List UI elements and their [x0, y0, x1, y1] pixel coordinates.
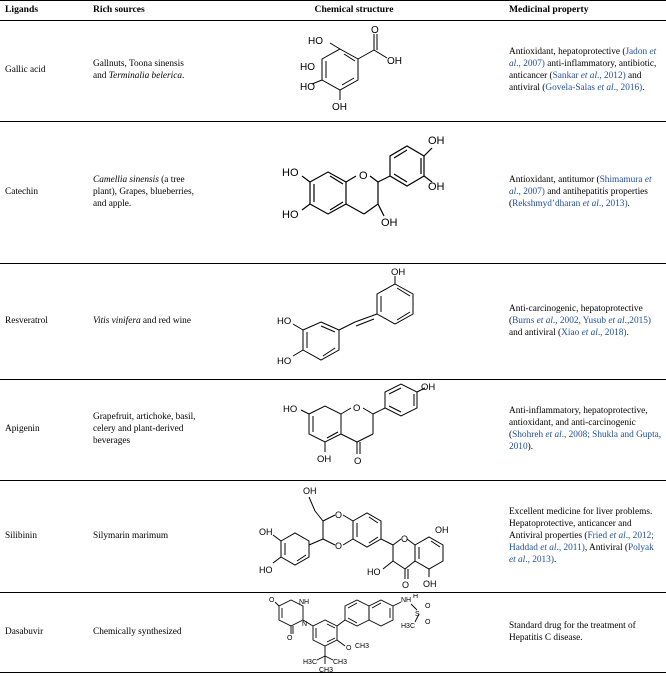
svg-text:OH: OH	[302, 485, 316, 496]
ligand-name: Resveratrol	[0, 264, 88, 380]
svg-text:NH: NH	[298, 598, 309, 606]
ligand-name: Silibinin	[0, 481, 88, 593]
table-row	[0, 380, 666, 481]
rich-sources: Chemically synthesized	[88, 593, 203, 673]
svg-text:O: O	[400, 533, 408, 544]
header-structure: Chemical structure	[203, 1, 504, 21]
table-header-row	[0, 1, 666, 21]
ligand-name: Apigenin	[0, 380, 88, 481]
chemical-structure	[203, 380, 504, 481]
medicinal-property: Excellent medicine for liver problems. Hepatoprotective, anticancer and Antiviral properties (Fried et al., 2012; Haddad et al., 2011), Antiviral (Polyak et al., 2013).	[504, 481, 666, 593]
ligand-name: Catechin	[0, 122, 88, 264]
chemical-structure	[203, 593, 504, 673]
chemical-structure	[203, 122, 504, 264]
chemical-structure	[203, 264, 504, 380]
svg-text:HO: HO	[281, 208, 298, 221]
table-row	[0, 593, 666, 673]
svg-text:H: H	[412, 593, 418, 600]
medicinal-property: Antioxidant, hepatoprotective (Jadon et al., 2007) anti-inflammatory, antibiotic, anticancer (Sankar et al., 2012) and antiviral (Govela-Salas et al., 2016).	[504, 21, 666, 122]
svg-text:OH: OH	[258, 526, 272, 537]
rich-sources: Silymarin marimum	[88, 481, 203, 593]
svg-text:O: O	[286, 634, 292, 642]
medicinal-property: Standard drug for the treatment of Hepatitis C disease.	[504, 593, 666, 673]
svg-text:O: O	[358, 169, 368, 182]
svg-text:S: S	[414, 610, 420, 618]
header-sources: Rich sources	[88, 1, 203, 21]
svg-text:HO: HO	[307, 36, 323, 48]
svg-text:HO: HO	[276, 355, 291, 367]
svg-text:HO: HO	[299, 62, 315, 74]
svg-text:OH: OH	[434, 524, 448, 535]
table-row	[0, 122, 666, 264]
medicinal-property: Antioxidant, antitumor (Shimamura et al., 2007) and antihepatitis properties (Rekshmyd’dharan et al., 2013).	[504, 122, 666, 264]
rich-sources: Camellia sinensis (a tree plant), Grapes, blueberries, and apple.	[88, 122, 203, 264]
svg-text:HO: HO	[299, 82, 315, 94]
rich-sources: Gallnuts, Toona sinensis and Terminalia belerica.	[88, 21, 203, 122]
svg-text:HO: HO	[366, 566, 380, 577]
table-row	[0, 264, 666, 380]
header-property: Medicinal property	[504, 1, 666, 21]
svg-text:CH3: CH3	[332, 658, 347, 666]
medicinal-property: Anti-inflammatory, hepatoprotective, antioxidant, and anti-carcinogenic (Shohreh et al., 2008; Shukla and Gupta, 2010).	[504, 380, 666, 481]
svg-text:OH: OH	[380, 216, 397, 229]
rich-sources: Grapefruit, artichoke, basil, celery and plant-derived beverages	[88, 380, 203, 481]
svg-text:OH: OH	[420, 382, 435, 394]
resveratrol-structure	[269, 266, 439, 378]
svg-text:O: O	[424, 618, 430, 626]
svg-text:O: O	[424, 602, 430, 610]
svg-text:OH: OH	[331, 102, 347, 114]
svg-text:O: O	[353, 456, 361, 468]
svg-text:HO: HO	[282, 404, 297, 416]
gallic-acid-structure	[274, 22, 434, 120]
svg-text:OH: OH	[316, 454, 331, 466]
rich-sources: Vitis vinifera and red wine	[88, 264, 203, 380]
catechin-structure	[264, 124, 444, 262]
ligand-name: Gallic acid	[0, 21, 88, 122]
svg-text:OH: OH	[422, 578, 436, 589]
svg-text:O: O	[334, 540, 342, 551]
table-row	[0, 21, 666, 122]
chemical-structure	[203, 481, 504, 593]
svg-text:OH: OH	[427, 180, 444, 193]
svg-text:O: O	[401, 579, 409, 590]
table-row	[0, 481, 666, 593]
svg-text:O: O	[370, 25, 379, 37]
svg-text:H3C: H3C	[302, 658, 317, 666]
svg-text:O: O	[345, 644, 351, 652]
silibinin-structure	[259, 483, 449, 591]
svg-text:O: O	[352, 403, 360, 415]
svg-text:H3C: H3C	[400, 622, 415, 630]
svg-text:OH: OH	[390, 266, 405, 278]
svg-text:HO: HO	[281, 166, 298, 179]
svg-text:O: O	[268, 596, 274, 604]
svg-text:HO: HO	[258, 564, 272, 575]
svg-text:OH: OH	[386, 56, 402, 68]
ligand-name: Dasabuvir	[0, 593, 88, 673]
header-ligands: Ligands	[0, 1, 88, 21]
svg-text:CH3: CH3	[318, 666, 333, 672]
svg-text:OH: OH	[427, 134, 444, 147]
svg-text:O: O	[334, 509, 342, 520]
svg-text:N: N	[301, 620, 307, 628]
svg-text:HO: HO	[276, 315, 291, 327]
svg-text:NH: NH	[400, 596, 411, 604]
dasabuvir-structure	[269, 594, 439, 672]
svg-text:CH3: CH3	[354, 642, 369, 650]
apigenin-structure	[269, 382, 439, 478]
medicinal-property: Anti-carcinogenic, hepatoprotective (Burns et al., 2002, Yusub et al.,2015) and antiviral (Xiao et al., 2018).	[504, 264, 666, 380]
chemical-structure	[203, 21, 504, 122]
